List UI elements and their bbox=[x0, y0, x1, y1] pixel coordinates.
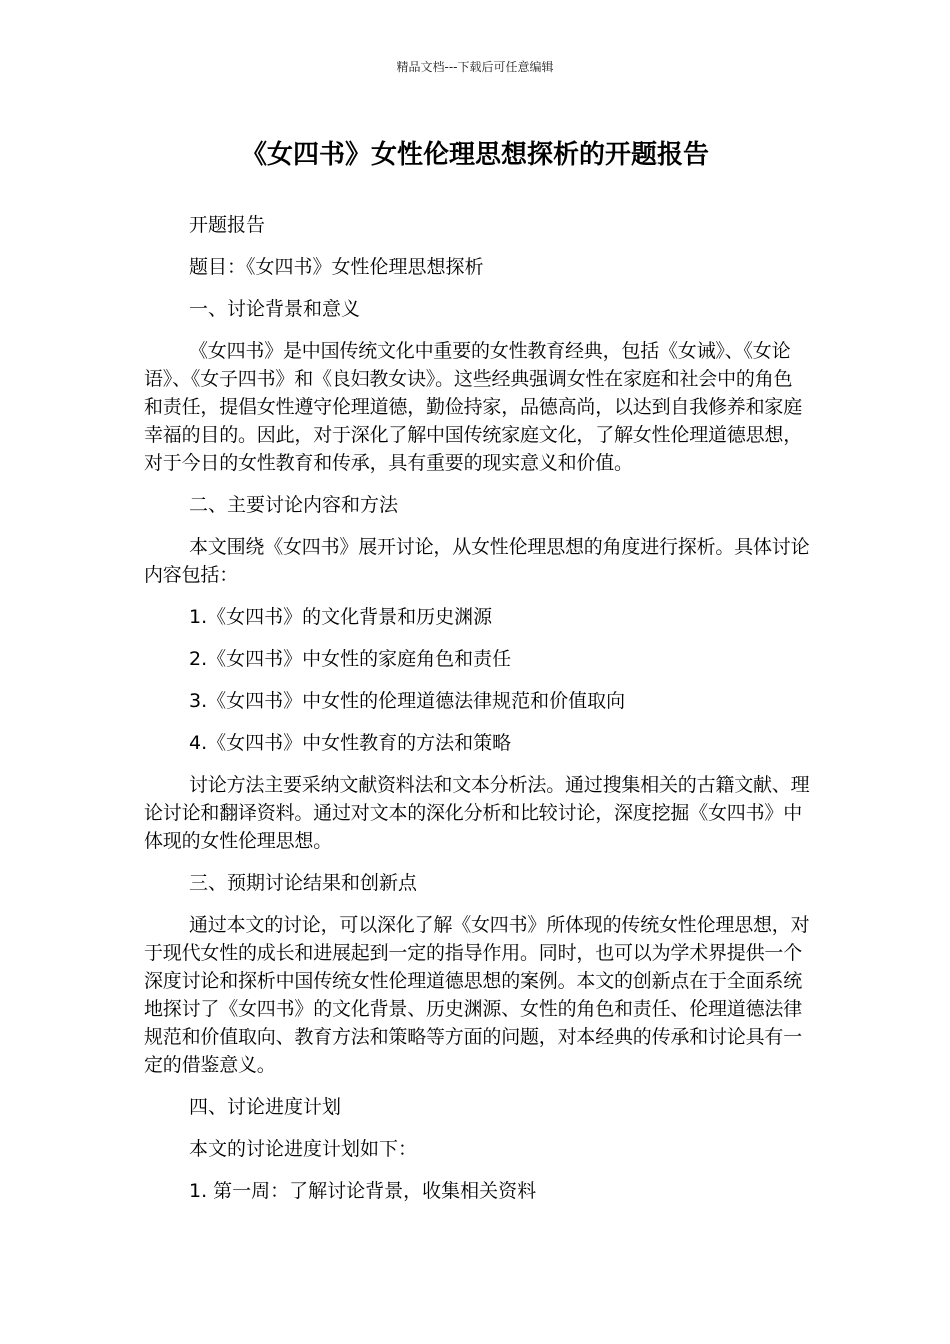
document-body bbox=[144, 211, 810, 1219]
list-item-2: 2.《女四书》中女性的家庭角色和责任 bbox=[189, 648, 512, 670]
section-heading-expected-results: 三、预期讨论结果和创新点 bbox=[189, 872, 418, 894]
report-label: 开题报告 bbox=[189, 214, 266, 236]
page-header-note: 精品文档---下载后可任意编辑 bbox=[396, 60, 554, 74]
list-item-4: 4.《女四书》中女性教育的方法和策略 bbox=[189, 732, 512, 754]
document-title: 《女四书》女性伦理思想探析的开题报告 bbox=[240, 140, 709, 170]
paragraph-content-intro: 本文围绕《女四书》展开讨论，从女性伦理思想的角度进行探析。具体讨论内容包括： bbox=[144, 536, 810, 586]
list-item-1: 1.《女四书》的文化背景和历史渊源 bbox=[189, 606, 493, 628]
section-heading-content-method: 二、主要讨论内容和方法 bbox=[189, 494, 399, 516]
section-heading-schedule: 四、讨论进度计划 bbox=[189, 1096, 342, 1118]
paragraph-expected-results: 通过本文的讨论，可以深化了解《女四书》所体现的传统女性伦理思想，对于现代女性的成长和进展起到一定的指导作用。同时，也可以为学术界提供一个深度讨论和探析中国传统女性伦理道德思想的案例。本文的创新点在于全面系统地探讨了《女四书》的文化背景、历史渊源、女性的角色和责任、伦理道德法律规范和价值取向、教育方法和策略等方面的问题，对本经典的传承和讨论具有一定的借鉴意义。 bbox=[144, 914, 810, 1076]
section-heading-background: 一、讨论背景和意义 bbox=[189, 298, 361, 320]
topic-line: 题目：《女四书》女性伦理思想探析 bbox=[189, 256, 484, 278]
paragraph-method: 讨论方法主要采纳文献资料法和文本分析法。通过搜集相关的古籍文献、理论讨论和翻译资料。通过对文本的深化分析和比较讨论，深度挖掘《女四书》中体现的女性伦理思想。 bbox=[144, 774, 810, 852]
schedule-intro: 本文的讨论进度计划如下： bbox=[189, 1138, 418, 1160]
list-item-3: 3.《女四书》中女性的伦理道德法律规范和价值取向 bbox=[189, 690, 626, 712]
schedule-item-1: 1. 第一周：了解讨论背景，收集相关资料 bbox=[189, 1180, 537, 1202]
paragraph-background: 《女四书》是中国传统文化中重要的女性教育经典，包括《女诫》、《女论语》、《女子四书》和《良妇教女诀》。这些经典强调女性在家庭和社会中的角色和责任，提倡女性遵守伦理道德，勤俭持家，品德高尚，以达到自我修养和家庭幸福的目的。因此，对于深化了解中国传统家庭文化，了解女性伦理道德思想，对于今日的女性教育和传承，具有重要的现实意义和价值。 bbox=[144, 340, 803, 474]
